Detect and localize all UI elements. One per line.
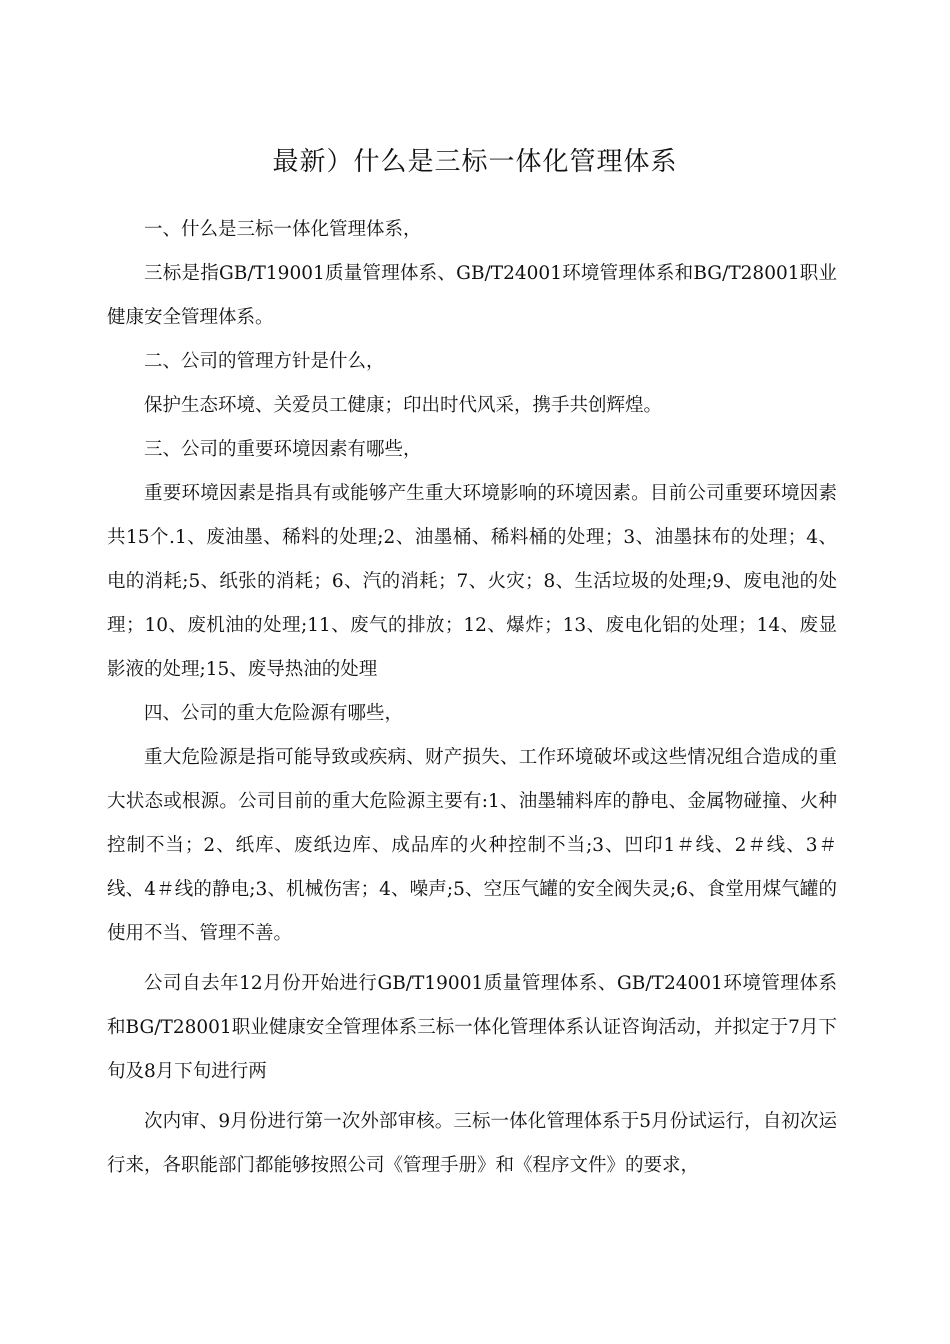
paragraph-audit: 次内审、9月份进行第一次外部审核。三标一体化管理体系于5月份试运行，自初次运行来，各职能部门都能够按照公司《管理手册》和《程序文件》的要求，	[107, 1111, 837, 1176]
paragraph-definition: 三标是指GB/T19001质量管理体系、GB/T24001环境管理体系和BG/T28001职业健康安全管理体系。	[107, 263, 837, 328]
document-body	[107, 208, 837, 1188]
section-heading-2: 二、公司的管理方针是什么，	[144, 351, 385, 372]
document-title: 最新）什么是三标一体化管理体系	[272, 147, 678, 177]
paragraph-environmental-factors: 重要环境因素是指具有或能够产生重大环境影响的环境因素。目前公司重要环境因素共15个.1、废油墨、稀料的处理;2、油墨桶、稀料桶的处理；3、油墨抹布的处理；4、电的消耗;5、纸张的消耗；6、汽的消耗；7、火灾；8、生活垃圾的处理;9、废电池的处理；10、废机油的处理;11、废气的排放；12、爆炸；13、废电化铝的处理；14、废显影液的处理;15、废导热油的处理	[107, 483, 837, 680]
paragraph-certification: 公司自去年12月份开始进行GB/T19001质量管理体系、GB/T24001环境管理体系和BG/T28001职业健康安全管理体系三标一体化管理体系认证咨询活动，并拟定于7月下旬及8月下旬进行两	[107, 973, 837, 1082]
section-heading-1: 一、什么是三标一体化管理体系，	[144, 219, 422, 240]
section-heading-4: 四、公司的重大危险源有哪些，	[144, 703, 404, 724]
section-heading-3: 三、公司的重要环境因素有哪些，	[144, 439, 422, 460]
paragraph-hazard-sources: 重大危险源是指可能导致或疾病、财产损失、工作环境破坏或这些情况组合造成的重大状态或根源。公司目前的重大危险源主要有:1、油墨辅料库的静电、金属物碰撞、火种控制不当；2、纸库、废纸边库、成品库的火种控制不当;3、凹印1＃线、2＃线、3＃线、4＃线的静电;3、机械伤害；4、噪声;5、空压气罐的安全阀失灵;6、食堂用煤气罐的使用不当、管理不善。	[107, 747, 837, 944]
paragraph-policy: 保护生态环境、关爱员工健康；印出时代风采，携手共创辉煌。	[144, 395, 663, 416]
